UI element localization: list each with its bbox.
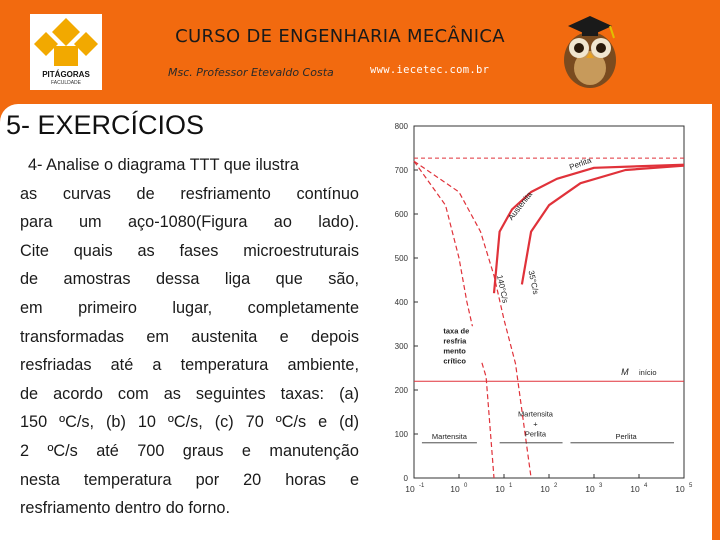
x-tick-exponent: -1	[419, 483, 425, 489]
x-tick-exponent: 2	[554, 483, 558, 489]
owl-mascot-icon	[548, 8, 632, 92]
label-critical-rate: taxa de	[443, 326, 470, 336]
label-martensite-pearlite: Martensita	[517, 409, 553, 419]
x-tick-label: 10	[495, 484, 505, 494]
label-m-start: M	[621, 367, 629, 378]
exercise-line: 150 ºC/s, (b) 10 ºC/s, (c) 70 ºC/s e (d)	[20, 413, 359, 432]
exercise-line: transformadas em austenita e depois	[20, 327, 359, 346]
website-url: www.iecetec.com.br	[370, 64, 490, 76]
label-martensite: Martensita	[431, 431, 467, 441]
label-rate-35: 35°C/s	[526, 269, 541, 296]
label-critical-rate: mento	[443, 346, 466, 356]
label-martensite-pearlite: +	[533, 419, 538, 429]
exercise-line: as curvas de resfriamento contínuo	[20, 184, 359, 203]
exercise-line: nesta temperatura por 20 horas e	[20, 470, 359, 489]
y-tick-label: 0	[403, 474, 408, 483]
label-austenite: Austenita	[506, 190, 535, 222]
label-martensite-pearlite: Perlita	[524, 429, 547, 439]
logo	[30, 14, 102, 90]
x-tick-exponent: 3	[599, 483, 603, 489]
exercise-line: para um aço-1080(Figura ao lado).	[20, 213, 359, 232]
pitagoras-logo-icon	[30, 14, 102, 70]
x-tick-exponent: 0	[464, 483, 468, 489]
logo-subtext: FACULDADE	[50, 80, 81, 86]
x-tick-exponent: 4	[644, 483, 648, 489]
y-tick-label: 800	[394, 122, 408, 131]
course-title: CURSO DE ENGENHARIA MECÂNICA	[175, 26, 505, 47]
header-bar	[0, 0, 720, 100]
x-tick-label: 10	[630, 484, 640, 494]
exercise-line: resfriadas até a temperatura ambiente,	[20, 356, 359, 375]
y-tick-label: 200	[394, 386, 408, 395]
x-tick-label: 10	[585, 484, 595, 494]
exercise-line: de amostras dessa liga que são,	[20, 270, 359, 289]
exercise-text	[20, 151, 359, 523]
x-tick-exponent: 5	[689, 483, 693, 489]
x-tick-label: 10	[450, 484, 460, 494]
y-tick-label: 700	[394, 166, 408, 175]
section-title: 5- EXERCÍCIOS	[6, 110, 205, 140]
exercise-line: de acordo com as seguintes taxas: (a)	[20, 384, 359, 403]
pearlite-start-curve	[494, 165, 684, 294]
label-rate-140: 140°C/s	[495, 274, 510, 304]
y-tick-label: 400	[394, 298, 408, 307]
x-tick-label: 10	[675, 484, 685, 494]
x-tick-label: 10	[540, 484, 550, 494]
exercise-line: 4- Analise o diagrama TTT que ilustra	[28, 156, 299, 174]
logo-text: PITÁGORAS	[42, 70, 90, 79]
y-tick-label: 100	[394, 430, 408, 439]
label-pearlite-end: Perlita	[615, 431, 637, 441]
label-critical-rate: crítico	[443, 356, 466, 366]
exercise-line: em primeiro lugar, completamente	[20, 298, 359, 317]
y-tick-label: 300	[394, 342, 408, 351]
exercise-line: 2 ºC/s até 700 graus e manutenção	[20, 441, 359, 460]
exercise-line: resfriamento dentro do forno.	[20, 499, 230, 518]
cooling-curve-140	[414, 161, 494, 478]
exercise-line: Cite quais as fases microestruturais	[20, 241, 359, 260]
label-pearlite: Perlita	[568, 155, 593, 172]
y-tick-label: 600	[394, 210, 408, 219]
label-m-start-sub: início	[639, 368, 657, 378]
plot-frame	[414, 126, 684, 478]
y-tick-label: 500	[394, 254, 408, 263]
x-tick-exponent: 1	[509, 483, 513, 489]
professor-name: Msc. Professor Etevaldo Costa	[168, 66, 334, 79]
label-critical-rate: resfria	[443, 336, 467, 346]
ttt-diagram	[384, 112, 700, 510]
x-tick-label: 10	[405, 484, 415, 494]
